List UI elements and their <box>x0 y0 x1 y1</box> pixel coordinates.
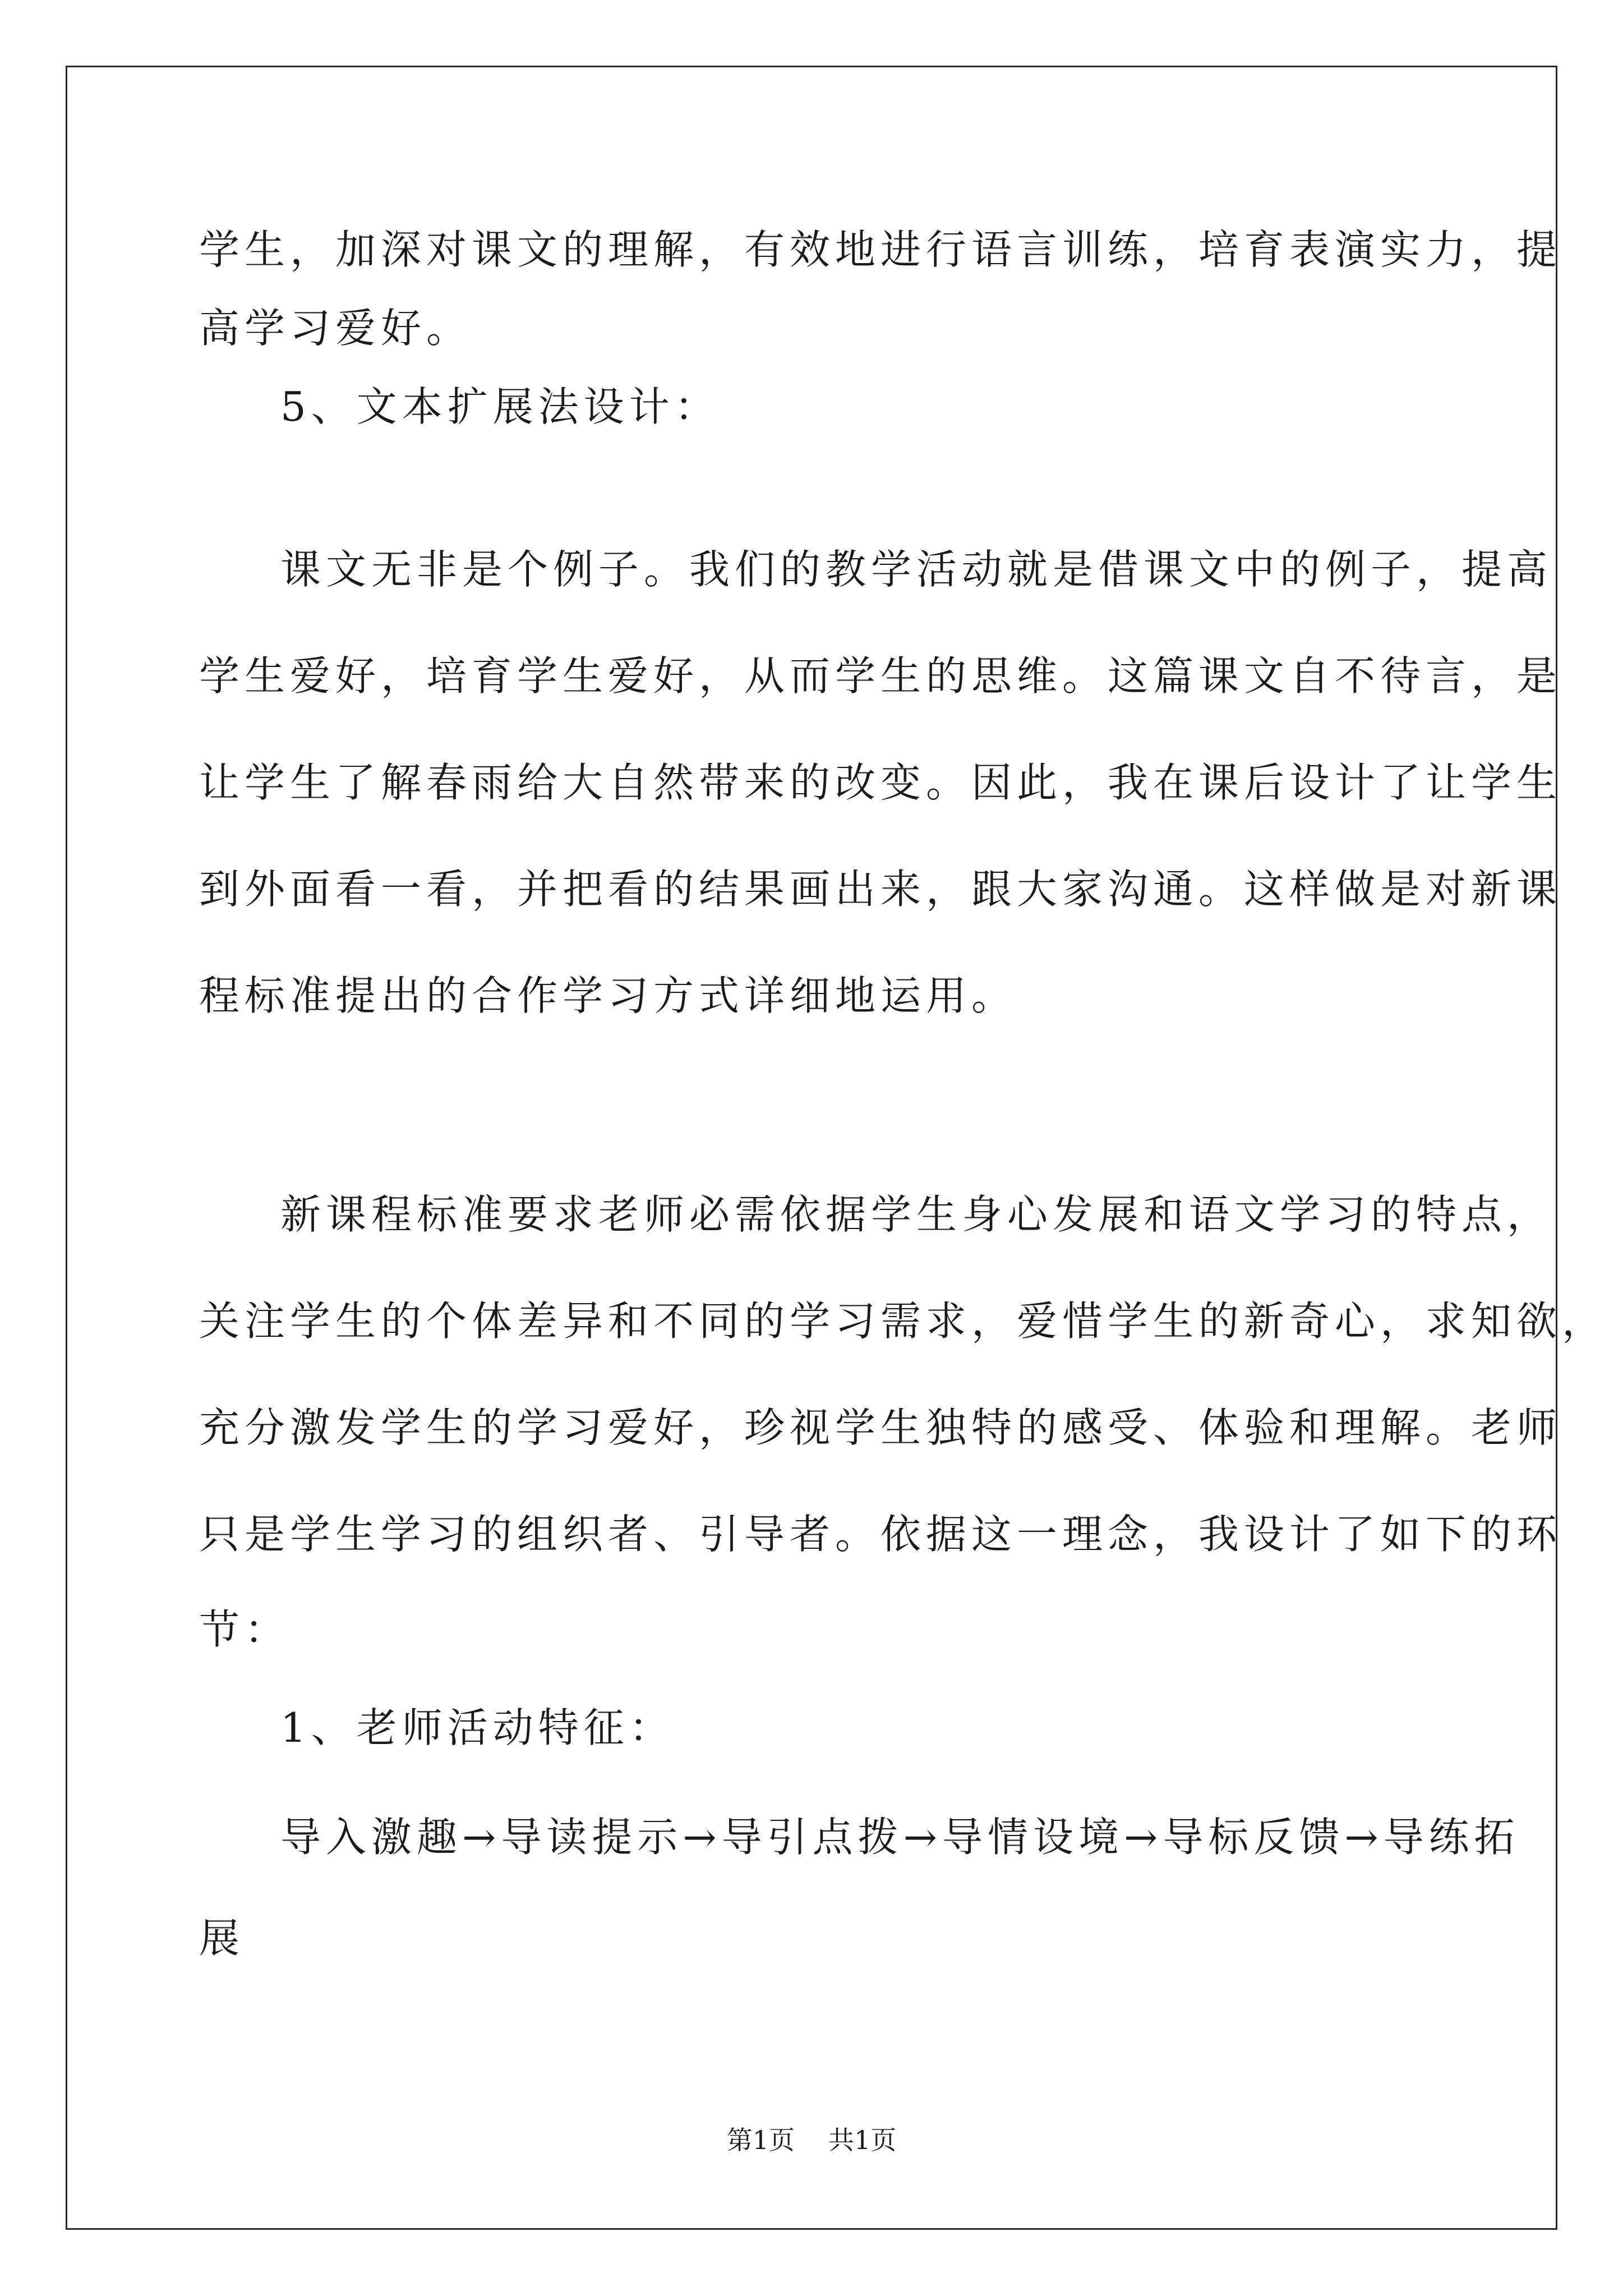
text-line: 程标准提出的合作学习方式详细地运用。 <box>199 972 1017 1019</box>
page-total: 共1页 <box>828 2125 897 2155</box>
page-number: 第1页 <box>726 2125 795 2155</box>
text-line: 关注学生的个体差异和不同的学习需求，爱惜学生的新奇心，求知欲， <box>199 1297 1608 1345</box>
text-line: 充分激发学生的学习爱好，珍视学生独特的感受、体验和理解。老师 <box>199 1404 1562 1451</box>
text-line: 节： <box>199 1606 291 1653</box>
text-line: 学生，加深对课文的理解，有效地进行语言训练，培育表演实力，提 <box>199 226 1562 273</box>
list-heading: 1、老师活动特征： <box>280 1704 675 1751</box>
text-line: 让学生了解春雨给大自然带来的改变。因此，我在课后设计了让学生 <box>199 759 1562 806</box>
text-line: 展 <box>199 1915 245 1962</box>
list-heading: 5、文本扩展法设计： <box>280 383 720 430</box>
text-line: 课文无非是个例子。我们的教学活动就是借课文中的例子，提高 <box>280 546 1553 593</box>
text-line: 只是学生学习的组织者、引导者。依据这一理念，我设计了如下的环 <box>199 1511 1562 1558</box>
text-line: 导入激趣→导读提示→导引点拨→导情设境→导标反馈→导练拓 <box>280 1814 1520 1861</box>
text-line: 学生爱好，培育学生爱好，从而学生的思维。这篇课文自不待言，是 <box>199 652 1562 700</box>
text-line: 新课程标准要求老师必需依据学生身心发展和语文学习的特点， <box>280 1191 1553 1238</box>
text-line: 高学习爱好。 <box>199 305 472 352</box>
page-footer <box>0 2123 1623 2157</box>
text-line: 到外面看一看，并把看的结果画出来，跟大家沟通。这样做是对新课 <box>199 866 1562 913</box>
